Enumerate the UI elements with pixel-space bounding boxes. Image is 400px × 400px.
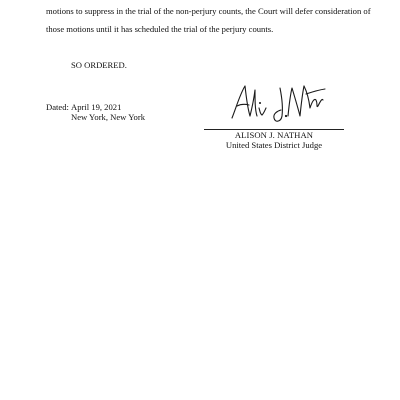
body-text-line-2: those motions until it has scheduled the trial of the perjury counts. bbox=[46, 24, 274, 34]
judge-name: ALISON J. NATHAN bbox=[234, 130, 314, 140]
dated-date: April 19, 2021 bbox=[71, 102, 122, 112]
dated-place: New York, New York bbox=[71, 112, 146, 122]
judge-title: United States District Judge bbox=[225, 140, 323, 150]
body-text-line-1: motions to suppress in the trial of the non-perjury counts, the Court will defer consideration of bbox=[46, 6, 371, 16]
dated-label: Dated: bbox=[46, 102, 69, 112]
so-ordered-text: SO ORDERED. bbox=[71, 60, 127, 70]
judge-signature bbox=[228, 80, 328, 125]
